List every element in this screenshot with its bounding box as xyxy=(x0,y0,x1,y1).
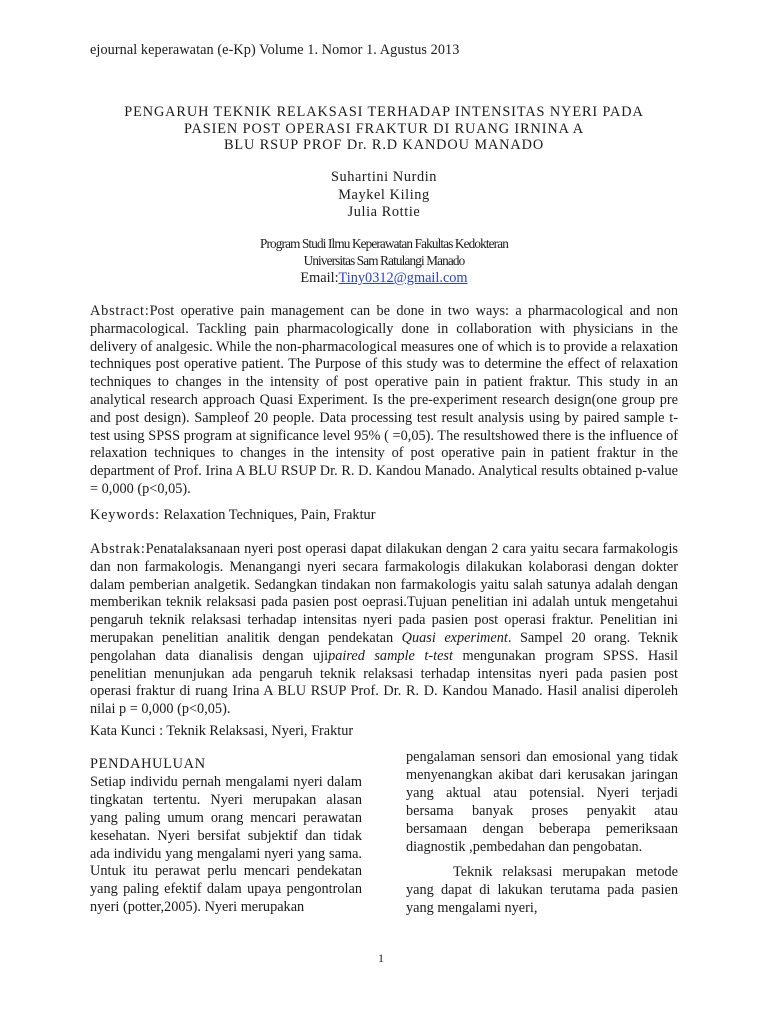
paper-title xyxy=(60,104,708,154)
affiliation xyxy=(60,236,708,269)
title-line: BLU RSUP PROF Dr. R.D KANDOU MANADO xyxy=(223,137,545,153)
title-line: PASIEN POST OPERASI FRAKTUR DI RUANG IRNINA A xyxy=(184,120,584,137)
author-name: Julia Rottie xyxy=(347,204,421,220)
abstrak-text: . Sampel 20 orang. Teknik pengolahan data dianalisis dengan uji xyxy=(90,629,679,664)
body-paragraph: pengalaman sensori dan emosional yang tidak menyenangkan akibat dari kerusakan jaringan yang aktual atau potensial. Nyeri terjadi bersama banyak proses penyakit atau bersamaan dengan beberapa pemeriksaan diagnostik ,pembedahan dan pengobatan. xyxy=(406,749,678,855)
email-link[interactable]: Tiny0312@gmail.com xyxy=(338,270,468,286)
keywords-english xyxy=(90,507,375,524)
keywords-text: Relaxation Techniques, Pain, Fraktur xyxy=(159,507,376,523)
email-label: Email: xyxy=(300,270,339,286)
journal-header: ejournal keperawatan (e-Kp) Volume 1. Nomor 1. Agustus 2013 xyxy=(90,42,460,58)
abstrak-label: Abstrak: xyxy=(90,541,146,557)
left-column xyxy=(90,756,362,917)
abstrak-italic-term: Quasi experiment xyxy=(401,629,508,646)
section-heading: PENDAHULUAN xyxy=(90,756,206,772)
body-paragraph: Setiap individu pernah mengalami nyeri dalam tingkatan tertentu. Nyeri merupakan alasan yang paling umum orang mencari perawatan kesehatan. Nyeri bersifat subjektif dan tidak ada individu yang mengalami nyeri yang sama. Untuk itu perawat perlu mencari pendekatan yang paling efektif dalam upaya pengontrolan nyeri (potter,2005). Nyeri merupakan xyxy=(90,773,362,916)
abstract-text: Post operative pain management can be done in two ways: a pharmacological and non pharmacological. Tackling pain pharmacologically done in collaboration with physicians in the delivery of analgesic. While the non-pharmacological measures one of which is to provide a relaxation techniques post operative patient. The Purpose of this study was to determine the effect of relaxation techniques to changes in the intensity of post operative pain in patient fraktur. This study in an analytical research approach Quasi Experiment. Is the pre-experiment research design(one group pre and post design). Sampleof 20 people. Data processing test result analysis using by paired sample t-test using SPSS program at significance level 95% ( =0,05). The resultshowed there is the influence of relaxation techniques to changes in the intensity of post operative pain in patient fraktur in the department of Prof. Irina A BLU RSUP Dr. R. D. Kandou Manado. Analytical results obtained p-value = 0,000 (p<0,05). xyxy=(90,303,678,497)
keywords-label: Keywords: xyxy=(90,507,160,523)
body-paragraph: Teknik relaksasi merupakan metode yang dapat di lakukan terutama pada pasien yang mengalami nyeri, xyxy=(406,864,678,917)
abstract-label: Abstract: xyxy=(90,303,150,319)
title-line: PENGARUH TEKNIK RELAKSASI TERHADAP INTENSITAS NYERI PADA xyxy=(124,104,644,120)
abstrak-text: mengunakan program SPSS. Hasil penelitian menunjukan ada pengaruh teknik relaksasi terhadap intensitas nyeri pada pasien post operasi fraktur di ruang Irina A BLU RSUP Prof. Dr. R. D. Kandou Manado. Hasil analisi diperoleh nilai p = 0,000 (p<0,05). xyxy=(90,647,678,718)
abstract-indonesian xyxy=(90,541,678,719)
author-name: Maykel Kiling xyxy=(338,186,430,203)
keywords-indonesian: Kata Kunci : Teknik Relaksasi, Nyeri, Fraktur xyxy=(90,723,354,739)
author-list xyxy=(60,169,708,222)
affiliation-line: Universitas Sam Ratulangi Manado xyxy=(303,252,465,268)
abstrak-italic-term: paired sample t-test xyxy=(328,647,453,664)
author-name: Suhartini Nurdin xyxy=(330,169,438,185)
right-column xyxy=(406,749,678,918)
abstrak-text: Penatalaksanaan nyeri post operasi dapat dilakukan dengan 2 cara yaitu secara farmakologis dan non farmakologis. Menangangi nyeri secara farmakologis dilakukan kolaborasi dengan dokter dalam pemberian analgetik. Sedangkan tindakan non farmakologis yaitu salah satunya adalah dengan memberikan teknik relaksasi pada pasien post oeprasi.Tujuan penelitian ini adalah untuk mengetahui pengaruh teknik relaksasi terhadap intensitas nyeri pada pasien post operasi fraktur. Penelitian ini merupakan penelitian analitik dengan pendekatan xyxy=(90,541,678,646)
abstract-english xyxy=(90,303,678,499)
page-number: 1 xyxy=(378,951,384,965)
affiliation-line: Program Studi Ilmu Keperawatan Fakultas Kedokteran xyxy=(260,236,508,251)
email-line xyxy=(60,270,708,287)
